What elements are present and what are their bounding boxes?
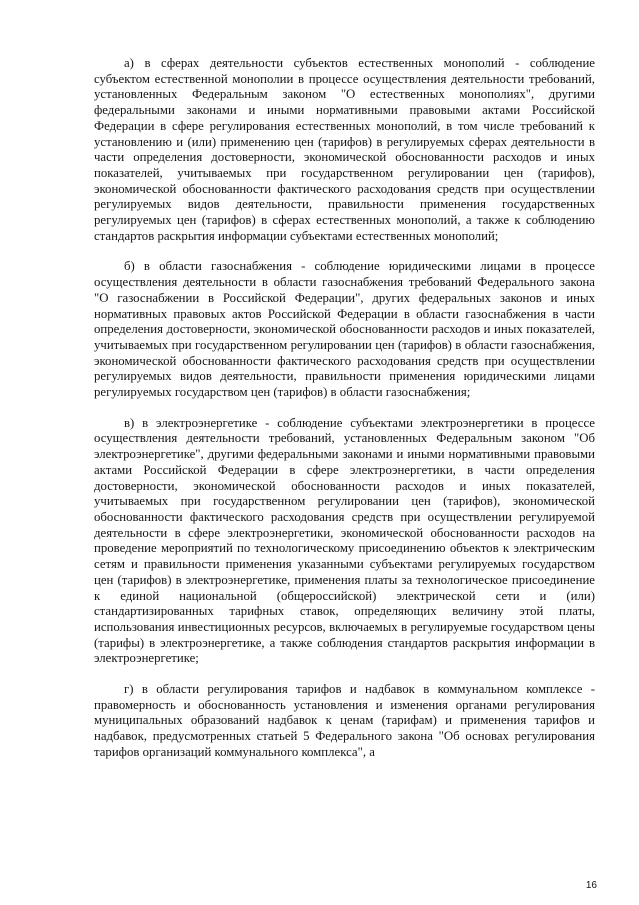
document-body (94, 56, 595, 776)
paragraph-natural-monopolies: а) в сферах деятельности субъектов естественных монополий - соблюдение субъектом естественной монополии в процессе осуществления деятельности требований, установленных Федеральным законом "О естественных монополиях", другими федеральными законами и иными нормативными правовыми актами Российской Федерации в сфере регулирования естественных монополий, в том числе требований к установлению и (или) применению цен (тарифов) в регулируемых сферах деятельности в части определения достоверности, экономической обоснованности расходов и иных показателей, учитываемых при государственном регулировании цен (тарифов), экономической обоснованности фактического расходования средств при осуществлении регулируемых видов деятельности, правильности применения государственных регулируемых цен (тарифов) в сферах естественных монополий, а также к соблюдению стандартов раскрытия информации субъектами естественных монополий; (94, 56, 595, 243)
paragraph-gas-supply: б) в области газоснабжения - соблюдение юридическими лицами в процессе осуществления деятельности в области газоснабжения требований Федерального закона "О газоснабжении в Российской Федерации", других федеральных законов и иных нормативных правовых актов Российской Федерации в области газоснабжения в части определения достоверности, экономической обоснованности расходов и иных показателей, учитываемых при государственном регулировании цен (тарифов) в области газоснабжения, экономической обоснованности фактического расходования средств при осуществлении регулируемых видов деятельности, правильности применения юридическими лицами регулируемых государством цен (тарифов) в области газоснабжения; (94, 259, 595, 400)
page-number: 16 (585, 880, 597, 891)
paragraph-electric-power: в) в электроэнергетике - соблюдение субъектами электроэнергетики в процессе осуществления деятельности требований, установленных Федеральным законом "Об электроэнергетике", другими федеральными законами и иными нормативными правовыми актами Российской Федерации в сфере электроэнергетики, в части определения достоверности, экономической обоснованности расходов и иных показателей, учитываемых при государственном регулировании цен (тарифов), экономической обоснованности фактического расходования средств при осуществлении регулируемой деятельности в сфере электроэнергетики, экономической обоснованности расходов на проведение мероприятий по технологическому присоединению объектов к электрическим сетям и правильности применения указанными субъектами регулируемых государством цен (тарифов) в электроэнергетике, применения платы за технологическое присоединение к единой национальной (общероссийской) электрической сети и (или) стандартизированных тарифных ставок, определяющих величину этой платы, использования инвестиционных ресурсов, включаемых в регулируемые государством цены (тарифы) в электроэнергетике, а также соблюдения стандартов раскрытия информации в электроэнергетике; (94, 415, 595, 666)
paragraph-communal-tariffs: г) в области регулирования тарифов и надбавок в коммунальном комплексе - правомерность и обоснованность установления и изменения органами регулирования муниципальных образований надбавок к ценам (тарифам) и применения тарифов и надбавок, предусмотренных статьей 5 Федерального закона "Об основах регулирования тарифов организаций коммунального комплекса", а (94, 682, 595, 759)
